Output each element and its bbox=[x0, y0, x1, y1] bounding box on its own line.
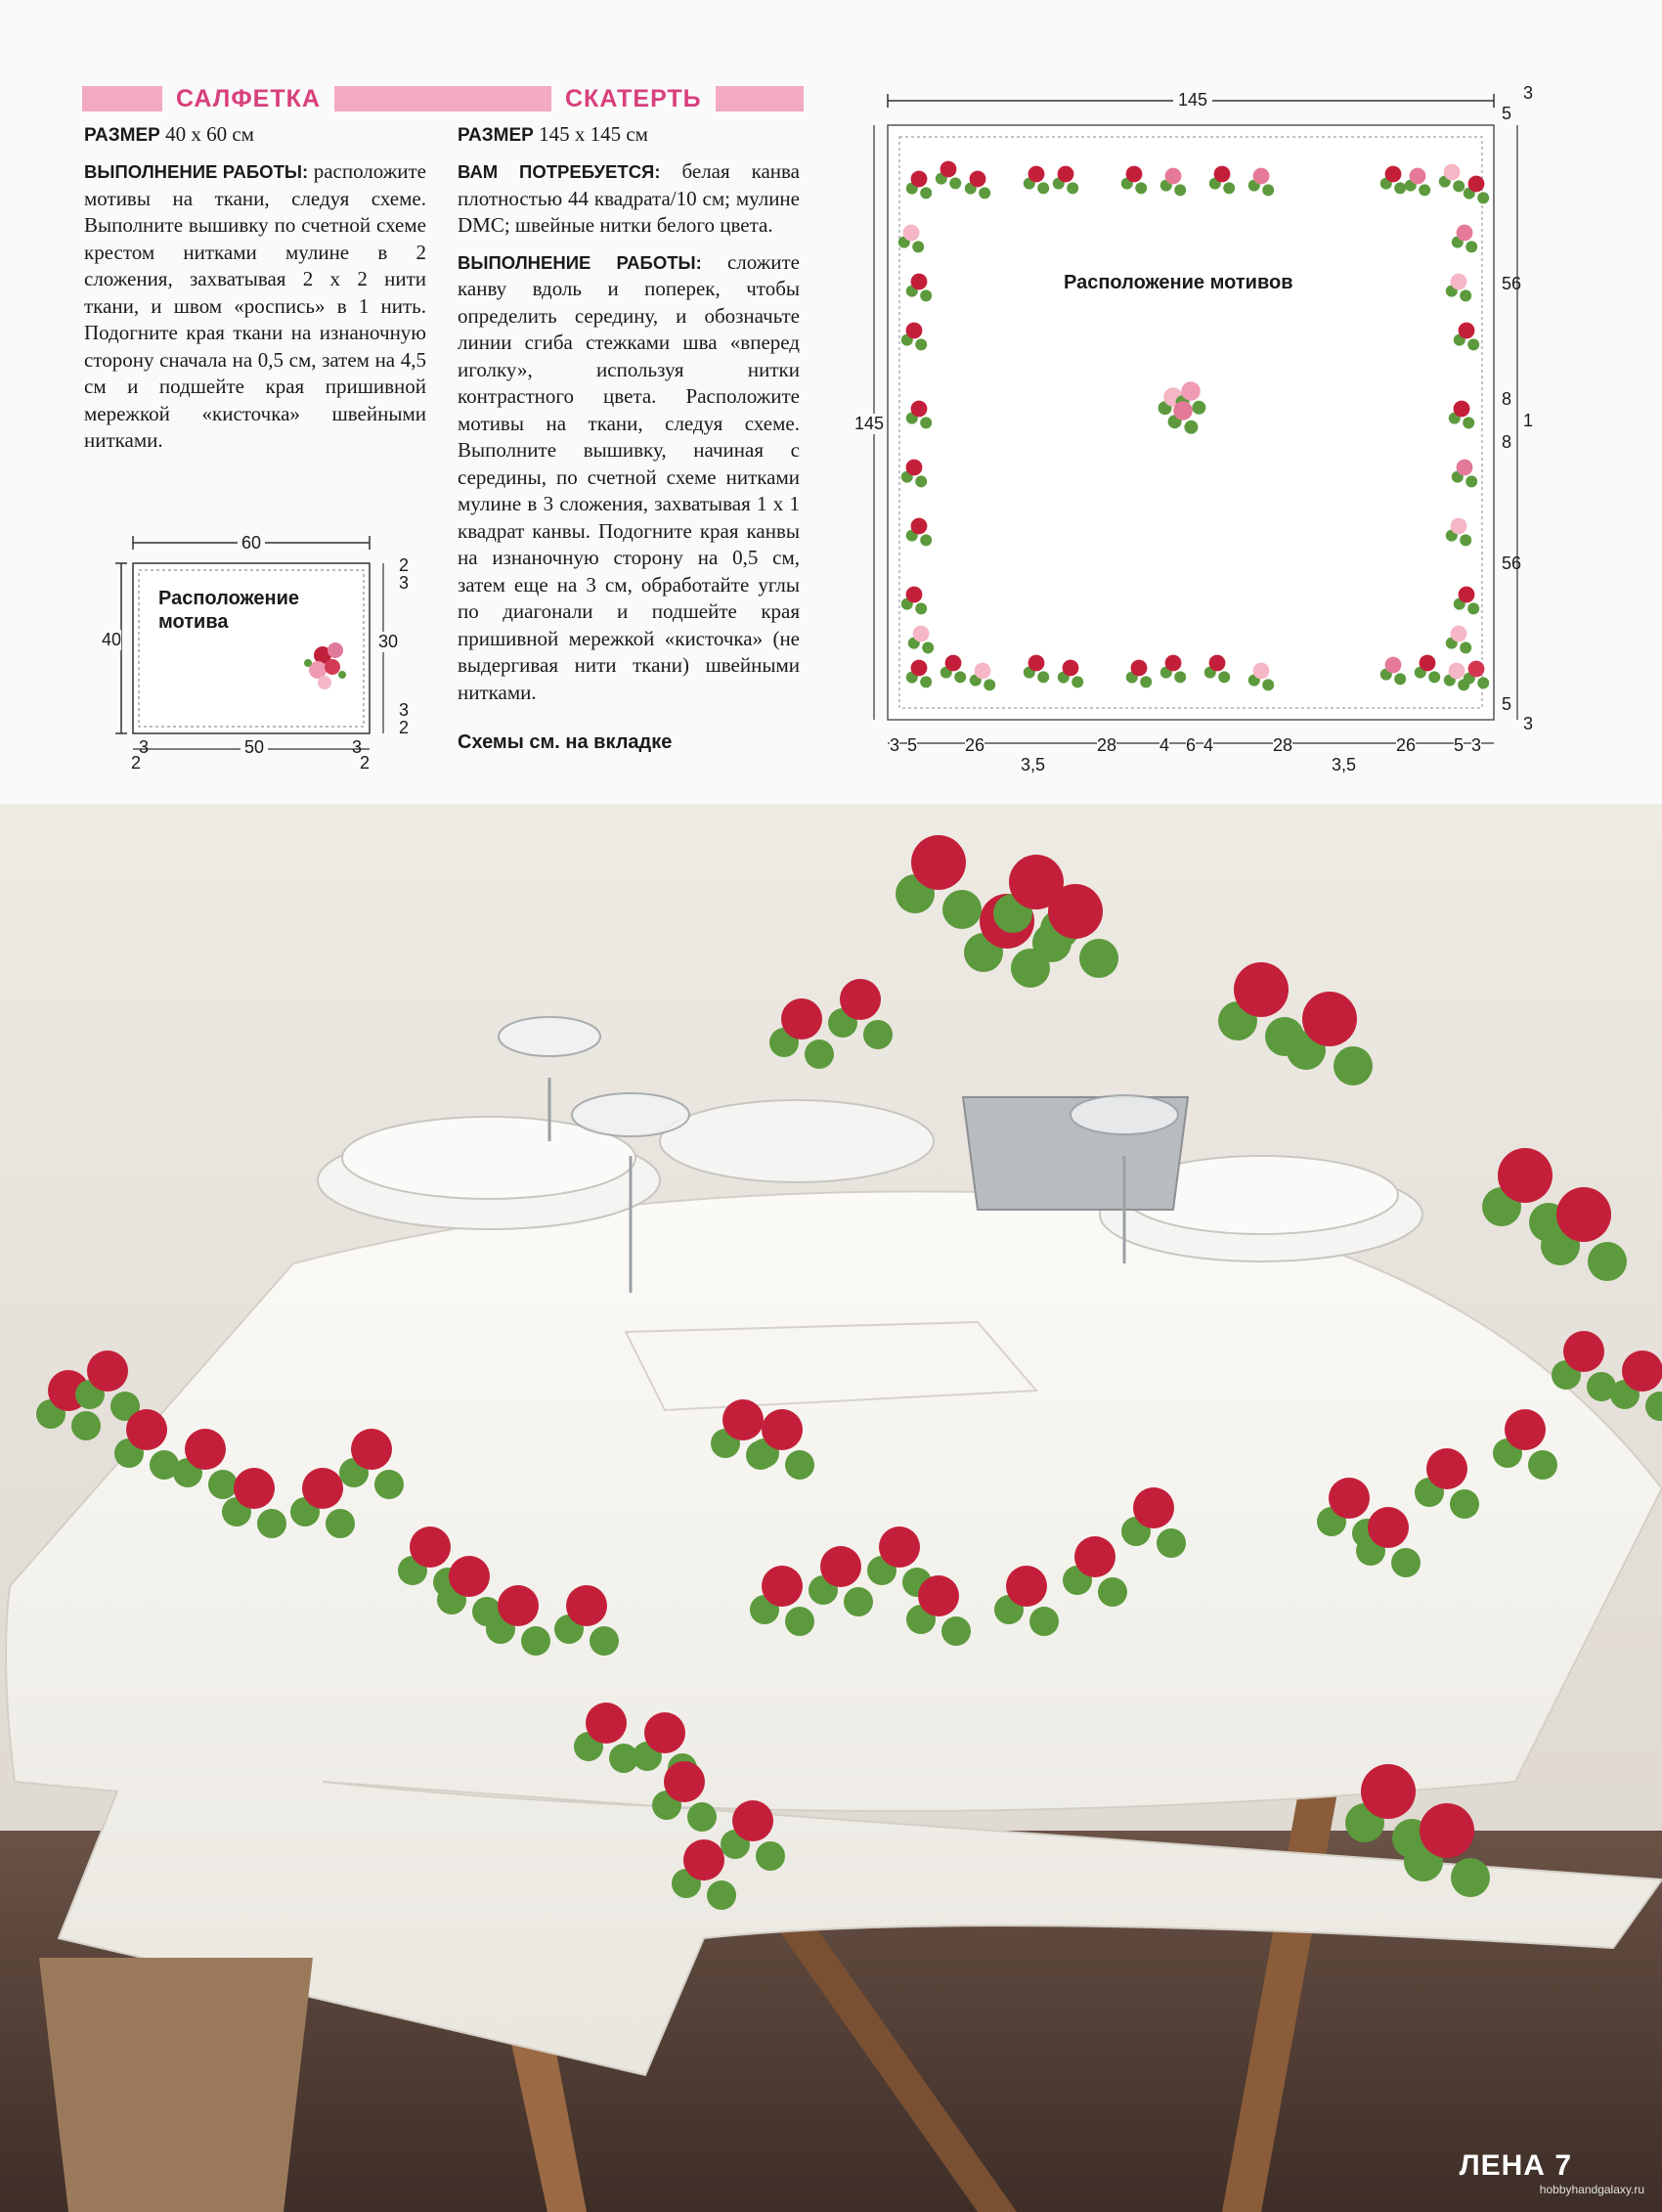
tablecloth-dim-bottom-5: 28 bbox=[1097, 735, 1117, 755]
footer-page-label bbox=[1460, 2149, 1572, 2183]
watermark: hobbyhandgalaxy.ru bbox=[1539, 2183, 1644, 2196]
photo-illustration bbox=[0, 804, 1662, 2212]
napkin-title: САЛФЕТКА bbox=[162, 85, 334, 113]
tablecloth-dim-right-2: 5 bbox=[1502, 104, 1512, 123]
tablecloth-title: СКАТЕРТЬ bbox=[551, 85, 716, 113]
tablecloth-dim-right-8: 5 bbox=[1502, 694, 1512, 714]
tablecloth-work-label: ВЫПОЛНЕНИЕ РАБОТЫ: bbox=[458, 251, 702, 273]
tablecloth-dim-right-7: 56 bbox=[1502, 553, 1522, 573]
tablecloth-dim-bottom-6: 4 bbox=[1159, 735, 1170, 755]
napkin-heading-bar bbox=[82, 86, 551, 111]
napkin-dim-right-top-2: 3 bbox=[399, 573, 410, 593]
napkin-dim-outer-left: 2 bbox=[131, 753, 142, 773]
tablecloth-dim-bottom-10: 3,5 bbox=[1332, 755, 1357, 774]
tablecloth-dim-bottom-2: 5 bbox=[907, 735, 918, 755]
napkin-work-label: ВЫПОЛНЕНИЕ РАБОТЫ: bbox=[84, 161, 309, 182]
napkin-size-label: РАЗМЕР bbox=[84, 125, 160, 146]
tablecloth-dim-bottom-11: 26 bbox=[1396, 735, 1417, 755]
tablecloth-need-text: белая канва плотностью 44 квадрата/10 см; мулине DMC; швейные нитки белого цвета. bbox=[458, 159, 801, 237]
tablecloth-diagram-label: Расположение мотивов bbox=[1064, 272, 1293, 293]
tablecloth-dim-bottom-3: 26 bbox=[965, 735, 985, 755]
tablecloth-dim-bottom-9: 28 bbox=[1273, 735, 1293, 755]
tablecloth-dim-left: 145 bbox=[854, 414, 885, 433]
napkin-size bbox=[84, 121, 426, 149]
tablecloth-size-value: 145 х 145 см bbox=[539, 122, 648, 146]
tablecloth-instructions bbox=[458, 249, 800, 707]
napkin-dim-left: 40 bbox=[102, 630, 122, 649]
tablecloth-size-label: РАЗМЕР bbox=[458, 125, 534, 146]
tablecloth-dim-bottom-12: 5 bbox=[1454, 735, 1465, 755]
napkin-dim-right-bottom-2: 2 bbox=[399, 718, 410, 737]
napkin-size-value: 40 х 60 см bbox=[165, 122, 254, 146]
tablecloth-dim-bottom-8: 4 bbox=[1203, 735, 1214, 755]
tablecloth-materials bbox=[458, 158, 800, 240]
tablecloth-dim-bottom-7: 6 bbox=[1186, 735, 1197, 755]
page-number: 7 bbox=[1554, 2149, 1572, 2182]
tablecloth-heading-bar bbox=[551, 86, 804, 111]
tablecloth-dim-top: 145 bbox=[1173, 90, 1212, 111]
napkin-dim-right-bottom-1: 3 bbox=[399, 700, 410, 720]
tablecloth-dim-right-3: 56 bbox=[1502, 274, 1522, 293]
tablecloth-dim-right-5: 1 bbox=[1523, 411, 1534, 430]
napkin-dim-bottom-right: 3 bbox=[352, 737, 363, 757]
tablecloth-dim-bottom-1: 3 bbox=[890, 735, 900, 755]
tablecloth-dim-right-4: 8 bbox=[1502, 389, 1512, 409]
napkin-diagram-label: Расположение мотива bbox=[158, 588, 300, 633]
tablecloth-dim-bottom-13: 3 bbox=[1471, 735, 1482, 755]
tablecloth-dim-right-9: 3 bbox=[1523, 714, 1534, 733]
napkin-dim-bottom-left: 3 bbox=[139, 737, 150, 757]
tablecloth-layout-diagram bbox=[860, 86, 1545, 771]
tablecloth-need-label: ВАМ ПОТРЕБУЕТСЯ: bbox=[458, 161, 661, 182]
napkin-dim-right-top-1: 2 bbox=[399, 555, 410, 575]
tablecloth-work-text: сложите канву вдоль и поперек, чтобы определить середину, и обозначьте линии сгиба стежками шва «вперед иголку», используя нитки контрастного цвета. Расположите мотивы на ткани, следуя схеме. Выполните вышивку, начиная с середины, по счетной схеме нитками мулине в 3 сложения, захватывая 1 х 1 квадрат канвы. Подогните края канвы на изнаночную сторону на 0,5 см, затем еще на 3 см, обработайте углы по диагонали и подшейте края пришивной мережкой «кисточка» (не выдергивая нити ткани) швейными нитками. bbox=[458, 249, 800, 704]
napkin-work-text: расположите мотивы на ткани, следуя схеме. Выполните вышивку по счетной схеме крестом нитками мулине в 2 сложения, захватывая 2 х 2 нити ткани, и швом «роспись» в 1 нить. Подогните края ткани на изнаночную сторону сначала на 0,5 см, затем на 4,5 см и подшейте края пришивной мережкой «кисточка» швейными нитками. bbox=[84, 159, 426, 452]
tablecloth-dim-right-6: 8 bbox=[1502, 432, 1512, 452]
tablecloth-dim-right-1: 3 bbox=[1523, 83, 1534, 103]
tablecloth-column bbox=[458, 121, 800, 754]
napkin-dim-outer-right: 2 bbox=[360, 753, 371, 773]
tablecloth-size bbox=[458, 121, 800, 149]
tablecloth-note: Схемы см. на вкладке bbox=[458, 731, 673, 753]
napkin-instructions bbox=[84, 158, 426, 455]
magazine-name: ЛЕНА bbox=[1459, 2149, 1546, 2182]
tablecloth-photo bbox=[0, 804, 1662, 2212]
napkin-dim-bottom-mid: 50 bbox=[241, 737, 268, 758]
napkin-dim-right-mid: 30 bbox=[378, 632, 399, 651]
napkin-dim-top: 60 bbox=[238, 533, 265, 553]
napkin-column bbox=[84, 121, 426, 455]
tablecloth-dim-bottom-4: 3,5 bbox=[1021, 755, 1046, 774]
